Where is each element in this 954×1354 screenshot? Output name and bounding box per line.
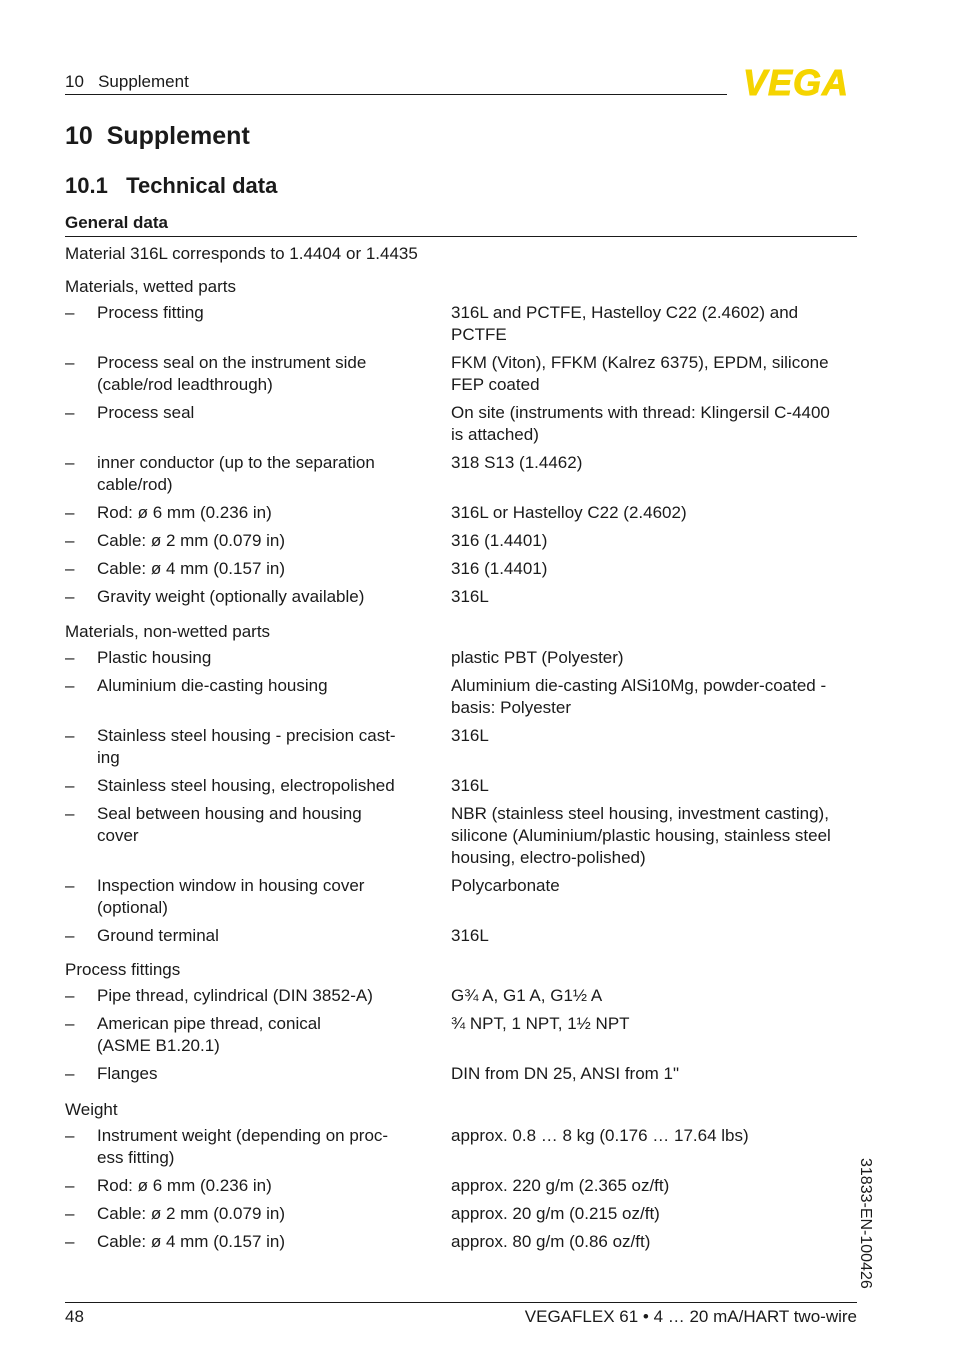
spec-label: (optional) — [97, 898, 168, 917]
chapter-title: 10 Supplement — [65, 122, 250, 150]
list-dash: – — [65, 1126, 75, 1145]
spec-value: 316 (1.4401) — [451, 559, 548, 578]
list-dash: – — [65, 1204, 75, 1223]
page-number: 48 — [65, 1307, 84, 1326]
spec-value: FEP coated — [451, 375, 540, 394]
list-dash: – — [65, 1232, 75, 1251]
spec-label: American pipe thread, conical — [97, 1014, 321, 1033]
spec-value: approx. 80 g/m (0.86 oz/ft) — [451, 1232, 651, 1251]
spec-label: Rod: ø 6 mm (0.236 in) — [97, 503, 272, 522]
spec-label: Gravity weight (optionally available) — [97, 587, 365, 606]
spec-value: approx. 220 g/m (2.365 oz/ft) — [451, 1176, 670, 1195]
spec-value: FKM (Viton), FFKM (Kalrez 6375), EPDM, silicone — [451, 353, 829, 372]
list-dash: – — [65, 876, 75, 895]
list-dash: – — [65, 1176, 75, 1195]
list-dash: – — [65, 926, 75, 945]
spec-label: cable/rod) — [97, 475, 173, 494]
subsection-rule — [65, 236, 857, 237]
spec-value: PCTFE — [451, 325, 507, 344]
footer-rule — [65, 1302, 857, 1303]
spec-value: G¾ A, G1 A, G1½ A — [451, 986, 603, 1005]
spec-label: Cable: ø 4 mm (0.157 in) — [97, 559, 286, 578]
spec-value: 316L — [451, 726, 489, 745]
list-dash: – — [65, 676, 75, 695]
spec-value: 316L or Hastelloy C22 (2.4602) — [451, 503, 687, 522]
list-dash: – — [65, 1064, 75, 1083]
list-dash: – — [65, 303, 75, 322]
material-note: Material 316L corresponds to 1.4404 or 1.4435 — [65, 244, 418, 263]
spec-label: Cable: ø 2 mm (0.079 in) — [97, 531, 286, 550]
spec-label: Stainless steel housing - precision cast- — [97, 726, 396, 745]
spec-label: Flanges — [97, 1064, 158, 1083]
group-title: Process fittings — [65, 960, 181, 979]
header-rule — [65, 94, 727, 95]
spec-label: inner conductor (up to the separation — [97, 453, 375, 472]
list-dash: – — [65, 453, 75, 472]
spec-value: 318 S13 (1.4462) — [451, 453, 583, 472]
spec-label: Rod: ø 6 mm (0.236 in) — [97, 1176, 272, 1195]
group-title: Materials, non-wetted parts — [65, 622, 271, 641]
vega-logo — [734, 66, 858, 98]
spec-value: approx. 20 g/m (0.215 oz/ft) — [451, 1204, 660, 1223]
list-dash: – — [65, 804, 75, 823]
spec-value: 316L — [451, 587, 489, 606]
spec-label: Ground terminal — [97, 926, 219, 945]
spec-label: Stainless steel housing, electropolished — [97, 776, 395, 795]
list-dash: – — [65, 648, 75, 667]
spec-value: ¾ NPT, 1 NPT, 1½ NPT — [451, 1014, 630, 1033]
list-dash: – — [65, 726, 75, 745]
spec-value: housing, electro-polished) — [451, 848, 646, 867]
spec-label: Plastic housing — [97, 648, 212, 667]
spec-label: ing — [97, 748, 120, 767]
spec-value: approx. 0.8 … 8 kg (0.176 … 17.64 lbs) — [451, 1126, 749, 1145]
vega-logo-text: VEGA — [742, 66, 850, 98]
spec-label: Cable: ø 4 mm (0.157 in) — [97, 1232, 286, 1251]
list-dash: – — [65, 559, 75, 578]
spec-label: (ASME B1.20.1) — [97, 1036, 220, 1055]
spec-label: Aluminium die-casting housing — [97, 676, 328, 695]
section-title: 10.1 Technical data — [65, 173, 278, 198]
footer-product: VEGAFLEX 61 • 4 … 20 mA/HART two-wire — [524, 1307, 857, 1326]
spec-label: Process seal on the instrument side — [97, 353, 367, 372]
spec-value: Aluminium die-casting AlSi10Mg, powder-coated - — [451, 676, 827, 695]
list-dash: – — [65, 503, 75, 522]
spec-value: 316L — [451, 776, 489, 795]
subsection-title: General data — [65, 213, 168, 232]
spec-label: ess fitting) — [97, 1148, 175, 1167]
list-dash: – — [65, 776, 75, 795]
spec-label: Instrument weight (depending on proc- — [97, 1126, 389, 1145]
spec-value: 316 (1.4401) — [451, 531, 548, 550]
spec-value: 316L and PCTFE, Hastelloy C22 (2.4602) and — [451, 303, 799, 322]
list-dash: – — [65, 531, 75, 550]
spec-value: silicone (Aluminium/plastic housing, stainless steel — [451, 826, 831, 845]
spec-label: Seal between housing and housing — [97, 804, 362, 823]
spec-label: Cable: ø 2 mm (0.079 in) — [97, 1204, 286, 1223]
spec-value: Polycarbonate — [451, 876, 560, 895]
spec-label: Process fitting — [97, 303, 204, 322]
spec-label: Inspection window in housing cover — [97, 876, 365, 895]
spec-value: basis: Polyester — [451, 698, 571, 717]
spec-label: Pipe thread, cylindrical (DIN 3852-A) — [97, 986, 373, 1005]
spec-value: DIN from DN 25, ANSI from 1" — [451, 1064, 680, 1083]
list-dash: – — [65, 403, 75, 422]
spec-value: 316L — [451, 926, 489, 945]
list-dash: – — [65, 1014, 75, 1033]
spec-value: is attached) — [451, 425, 539, 444]
spec-label: Process seal — [97, 403, 195, 422]
list-dash: – — [65, 986, 75, 1005]
running-header-title: 10 Supplement — [65, 72, 189, 91]
group-title: Materials, wetted parts — [65, 277, 237, 296]
list-dash: – — [65, 353, 75, 372]
document-code: 31833-EN-100426 — [857, 1158, 874, 1289]
spec-label: cover — [97, 826, 139, 845]
spec-value: NBR (stainless steel housing, investment casting), — [451, 804, 829, 823]
spec-value: On site (instruments with thread: Klingersil C-4400 — [451, 403, 830, 422]
spec-label: (cable/rod leadthrough) — [97, 375, 273, 394]
group-title: Weight — [65, 1100, 118, 1119]
list-dash: – — [65, 587, 75, 606]
spec-value: plastic PBT (Polyester) — [451, 648, 624, 667]
